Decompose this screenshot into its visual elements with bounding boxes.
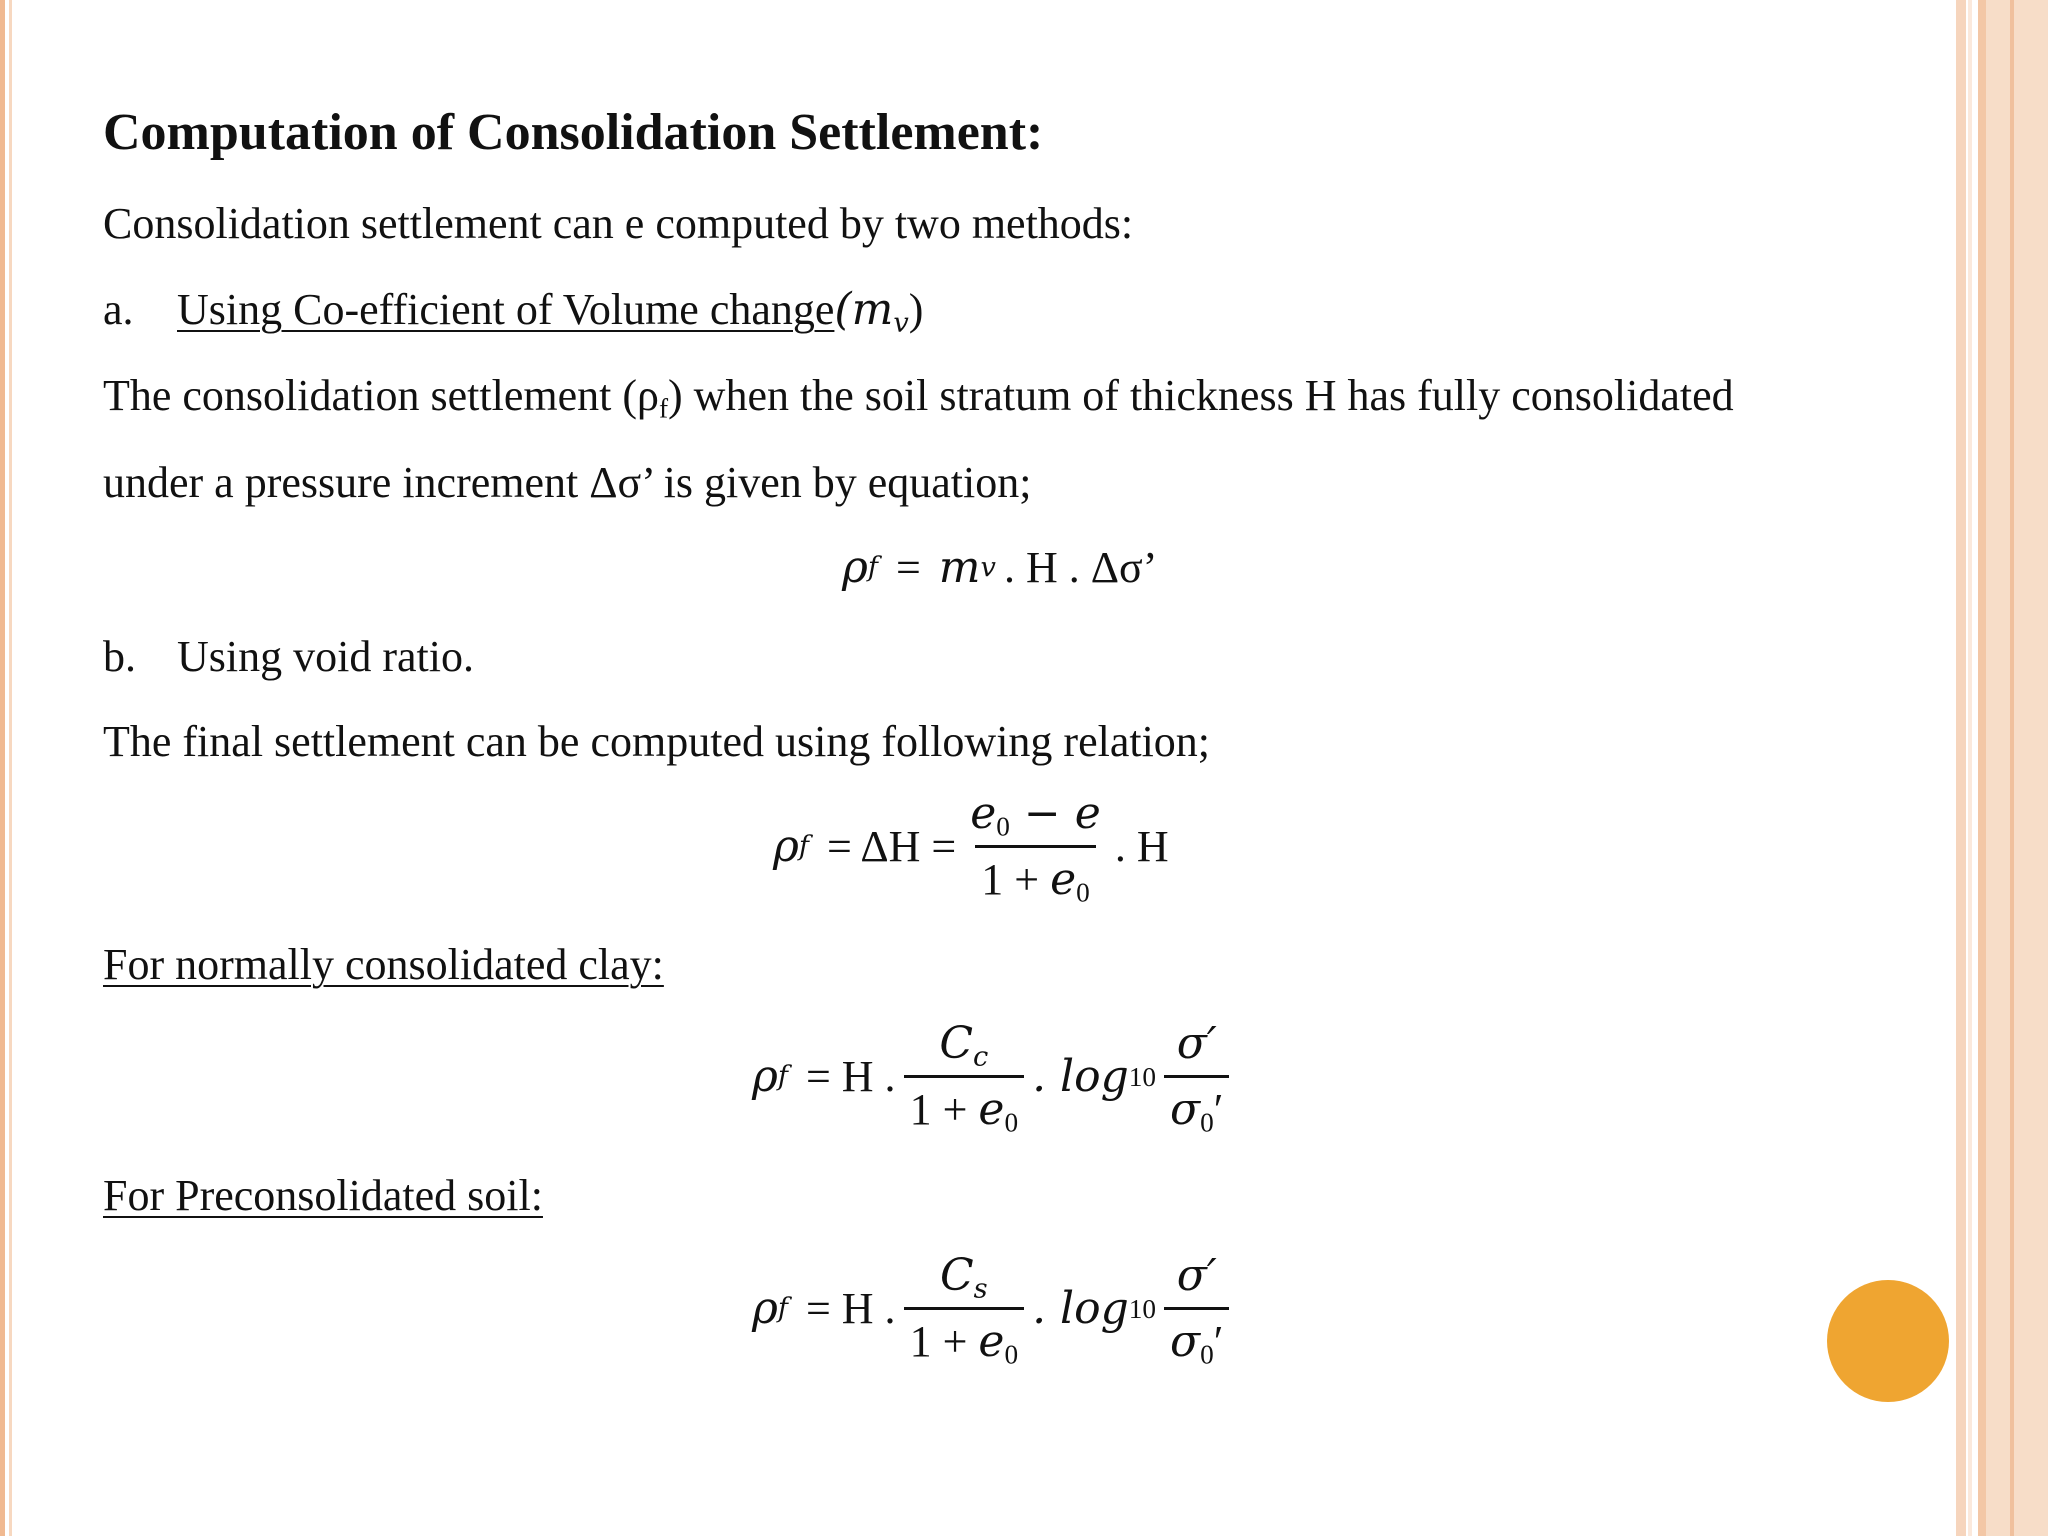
eq3-den-e: e — [978, 1084, 1005, 1135]
left-border-stripe — [0, 0, 5, 1536]
eq3-fraction — [904, 1018, 1025, 1138]
eq2-rho: ρ — [773, 821, 799, 872]
eq4-sigma0-prime: ′ — [1213, 1317, 1224, 1366]
paragraph-a-line1-rest: ) when the soil stratum of thickness H has fully consolidated — [668, 371, 1734, 420]
eq4-mid: = H . — [805, 1284, 896, 1333]
method-b-heading — [103, 631, 474, 682]
eq4-den-one: 1 + — [909, 1317, 979, 1366]
eq4-den-e-sub: 0 — [1004, 1339, 1019, 1370]
eq4-sigma-num: σ′ — [1176, 1250, 1217, 1301]
eq3-cc-sub: c — [973, 1041, 989, 1073]
eq3-log: . log — [1032, 1051, 1129, 1102]
eq4-sigma-den — [1164, 1307, 1229, 1370]
eq1-rest: . H . Δσ’ — [1003, 543, 1158, 592]
method-a-label: a. — [103, 285, 134, 334]
method-b-text: Using void ratio. — [177, 632, 474, 681]
eq4-sigma-fraction — [1164, 1250, 1229, 1370]
eq3-sigma0-prime: ′ — [1213, 1085, 1224, 1134]
eq4-fraction — [904, 1250, 1025, 1370]
eq4-den-e: e — [978, 1316, 1005, 1367]
eq3-sigma-num: σ′ — [1176, 1018, 1217, 1069]
method-b-label: b. — [103, 632, 136, 681]
normally-consolidated-heading: For normally consolidated clay: — [103, 940, 664, 989]
eq4-denominator — [904, 1307, 1025, 1370]
eq3-rho: ρ — [752, 1051, 778, 1102]
method-a-symbol-close: ) — [908, 285, 924, 334]
eq2-num-minus-e: − e — [1009, 788, 1101, 839]
eq1-equals: = — [895, 543, 921, 592]
eq3-mid: = H . — [805, 1052, 896, 1101]
method-a-heading — [103, 284, 924, 339]
eq3-sigma0-sub: 0 — [1200, 1107, 1214, 1138]
eq3-denominator — [904, 1075, 1025, 1138]
eq2-den-e: e — [1050, 854, 1077, 905]
equation-void-ratio: ρ f = ΔH = $\frac{e_0 - e}{1 + e_0}$ . H — [773, 788, 1169, 908]
eq4-numerator — [934, 1250, 994, 1307]
right-border-stripe — [1968, 0, 1972, 1536]
eq2-denominator — [975, 845, 1096, 908]
eq2-mid: = ΔH = — [826, 822, 957, 871]
method-a-symbol-sub: v — [893, 307, 909, 339]
eq2-num-e0: e — [970, 788, 997, 839]
right-border-stripe — [2010, 0, 2014, 1536]
eq3-sigma0: σ — [1170, 1084, 1201, 1135]
right-border-band — [1986, 0, 2048, 1536]
eq3-cc: C — [939, 1018, 974, 1069]
eq3-den-e-sub: 0 — [1004, 1107, 1019, 1138]
eq2-num-e0-sub: 0 — [996, 811, 1010, 842]
paragraph-a-line1 — [103, 370, 1734, 424]
equation-normally-consolidated: ρ f = H . $\frac{C_c}{1 + e_0}$ . log 10 $\frac{\sigma'}{\sigma_0'}$ — [752, 1018, 1237, 1135]
method-a-symbol-open: (m — [834, 284, 894, 335]
eq4-sigma0-sub: 0 — [1200, 1339, 1214, 1370]
right-border-stripe — [1956, 0, 1966, 1536]
eq2-den-e-sub: 0 — [1076, 877, 1090, 908]
preconsolidated-heading: For Preconsolidated soil: — [103, 1171, 543, 1220]
eq4-sigma0: σ — [1170, 1316, 1201, 1367]
eq4-cs: C — [939, 1250, 974, 1301]
eq3-sigma-fraction — [1164, 1018, 1229, 1138]
eq1-rho: ρ — [842, 542, 868, 593]
eq2-den-one: 1 + — [981, 855, 1051, 904]
paragraph-b: The final settlement can be computed using following relation; — [103, 717, 1211, 766]
eq3-sigma-den — [1164, 1075, 1229, 1138]
slide-title: Computation of Consolidation Settlement: — [103, 104, 1044, 161]
equation-preconsolidated: ρ f = H . $\frac{C_s}{1 + e_0}$ . log 10 $\frac{\sigma'}{\sigma_0'}$ — [752, 1250, 1237, 1367]
eq2-tail: . H — [1114, 822, 1169, 871]
eq4-cs-sub: s — [973, 1273, 988, 1305]
left-border-stripe-thin — [9, 0, 12, 1536]
eq2-fraction — [964, 788, 1107, 908]
eq3-den-one: 1 + — [909, 1085, 979, 1134]
eq2-numerator — [964, 788, 1107, 845]
paragraph-a-line2: under a pressure increment Δσ’ is given by equation; — [103, 458, 1032, 507]
paragraph-a-line1-sub: f — [658, 393, 669, 424]
eq1-m: m — [938, 542, 981, 593]
equation-mv: ρ f = m v . H . Δσ’ — [842, 542, 1158, 593]
paragraph-a-line1-start: The consolidation settlement (ρ — [103, 371, 659, 420]
eq3-numerator — [933, 1018, 994, 1075]
intro-text: Consolidation settlement can e computed by two methods: — [103, 199, 1134, 248]
eq4-log: . log — [1032, 1283, 1129, 1334]
eq4-rho: ρ — [752, 1283, 778, 1334]
method-a-text: Using Co-efficient of Volume change — [177, 285, 835, 334]
decorative-circle — [1827, 1280, 1949, 1402]
right-border-stripe — [1978, 0, 1986, 1536]
